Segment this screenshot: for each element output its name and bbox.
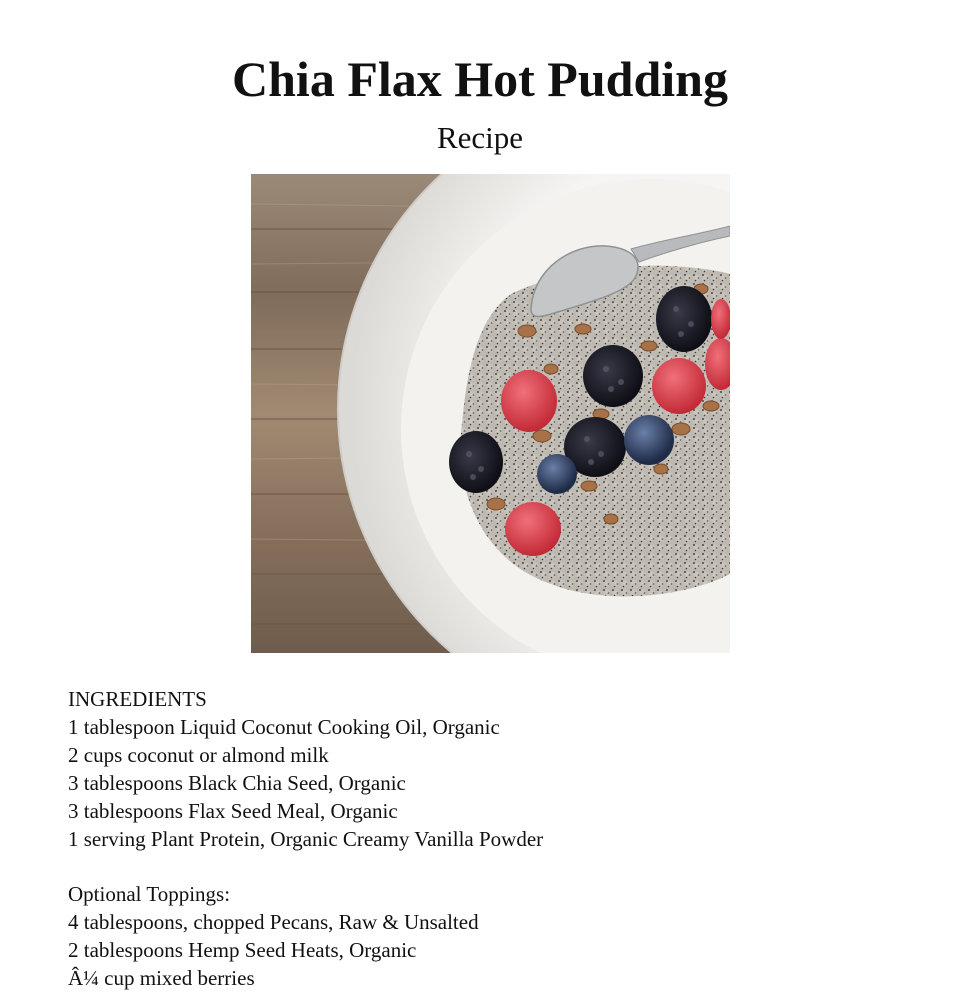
- ingredient-item: 3 tablespoons Flax Seed Meal, Organic: [68, 798, 398, 823]
- topping-item: 2 tablespoons Hemp Seed Heats, Organic: [68, 938, 417, 963]
- ingredient-item: 1 tablespoon Liquid Coconut Cooking Oil, Organic: [68, 714, 500, 739]
- recipe-text: [68, 686, 928, 993]
- page-subtitle: Recipe: [436, 120, 524, 155]
- ingredients-heading: INGREDIENTS: [68, 687, 207, 711]
- section-spacer: [68, 853, 928, 881]
- recipe-photo: [251, 174, 730, 653]
- topping-item: 4 tablespoons, chopped Pecans, Raw & Unsalted: [68, 910, 479, 935]
- ingredient-item: 1 serving Plant Protein, Organic Creamy Vanilla Powder: [68, 826, 544, 851]
- ingredient-item: 2 cups coconut or almond milk: [68, 742, 329, 767]
- topping-item: Â¼ cup mixed berries: [68, 966, 255, 991]
- ingredient-item: 3 tablespoons Black Chia Seed, Organic: [68, 770, 406, 795]
- toppings-heading: Optional Toppings:: [68, 882, 231, 907]
- page-title: Chia Flax Hot Pudding: [232, 51, 728, 107]
